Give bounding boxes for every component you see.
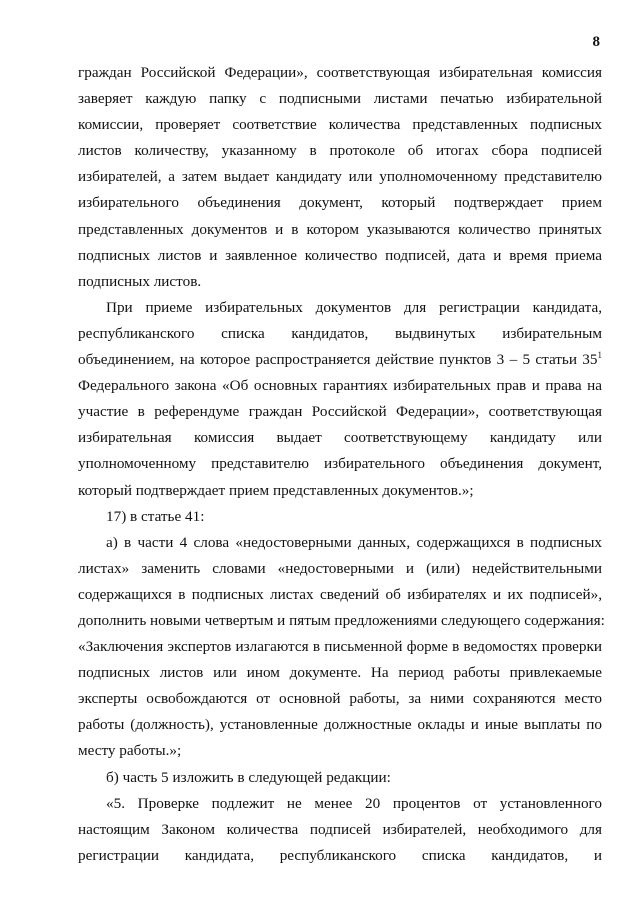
line-text: который подтверждает прием представленных документов.»; [78, 481, 474, 499]
line-text: подписных листов и заявленное количество подписей, дата и время приема [78, 246, 602, 264]
line-text: дополнить новыми четвертым и пятым предложениями следующего содержания: [78, 611, 605, 629]
line-text: представленных документов и в котором указываются количество принятых [78, 220, 602, 238]
line-text: месту работы.»; [78, 742, 182, 760]
line-text: объединением, на которое распространяется действие пунктов 3 – 5 статьи 35 [78, 351, 598, 369]
line-text: «5. Проверке подлежит не менее 20 процентов от установленного [106, 794, 602, 812]
text-line [78, 60, 602, 86]
text-line [78, 817, 602, 843]
line-text: уполномоченному представителю избирательного объединения документ, [78, 455, 602, 473]
paragraph [78, 504, 602, 530]
text-line [78, 217, 602, 243]
line-text: заверяет каждую папку с подписными листами печатью избирательной [78, 90, 602, 108]
text-line [78, 791, 602, 817]
paragraph [78, 530, 605, 765]
line-text: «Заключения экспертов излагаются в письменной форме в ведомостях проверки [78, 638, 602, 656]
text-line [78, 608, 605, 634]
line-text: подписных листов. [78, 272, 202, 290]
text-line [78, 556, 602, 582]
line-text: содержащихся в подписных листах сведений об избирателях и их подписей», [78, 585, 602, 603]
text-line [78, 451, 602, 477]
line-text: При приеме избирательных документов для регистрации кандидата, [106, 298, 602, 316]
text-line [78, 190, 602, 216]
text-line [78, 634, 602, 660]
line-text: листов количеству, указанному в протоколе об итогах сбора подписей [78, 142, 602, 160]
line-text: б) часть 5 изложить в следующей редакции: [106, 768, 391, 786]
page-number: 8 [592, 34, 600, 50]
line-text: граждан Российской Федерации», соответствующая избирательная комиссия [78, 64, 602, 81]
text-line [78, 321, 602, 347]
text-line [78, 765, 602, 791]
text-line [78, 373, 602, 399]
text-line [78, 843, 602, 869]
line-text: избирателей, а затем выдает кандидату или уполномоченному представителю [78, 168, 602, 186]
text-line [78, 738, 602, 764]
text-line [78, 243, 602, 269]
text-line [78, 86, 602, 112]
text-line [78, 112, 602, 138]
line-text: эксперты освобождаются от основной работы, за ними сохраняются место [78, 690, 602, 708]
document-body [78, 60, 605, 869]
line-text: республиканского списка кандидатов, выдвинутых избирательным [78, 324, 602, 342]
text-line [78, 530, 602, 556]
paragraph [78, 791, 602, 869]
line-text: работы (должность), установленные должностные оклады и иные выплаты по [78, 716, 602, 734]
text-line [78, 478, 602, 504]
line-text: избирательная комиссия выдает соответствующему кандидату или [78, 429, 602, 447]
line-text: а) в части 4 слова «недостоверными данных, содержащихся в подписных [106, 533, 602, 551]
line-text: 17) в статье 41: [106, 507, 205, 525]
text-line [78, 269, 602, 295]
text-line [78, 347, 602, 373]
line-text: участие в референдуме граждан Российской Федерации», соответствующая [78, 403, 602, 421]
text-line [78, 660, 602, 686]
paragraph [78, 765, 602, 791]
text-line [78, 686, 602, 712]
line-text: подписных листов или ином документе. На период работы привлекаемые [78, 664, 602, 682]
line-text: избирательного объединения документ, который подтверждает прием [78, 194, 602, 212]
text-line [78, 138, 602, 164]
text-line [78, 295, 602, 321]
paragraph [78, 295, 602, 504]
text-line [78, 399, 602, 425]
text-line [78, 425, 602, 451]
line-text: листах» заменить словами «недостоверными и (или) недействительными [78, 559, 602, 577]
paragraph [78, 60, 602, 295]
superscript: 1 [597, 350, 602, 361]
text-line [78, 504, 602, 530]
text-line [78, 164, 602, 190]
text-line [78, 582, 602, 608]
line-text: комиссии, проверяет соответствие количества представленных подписных [78, 116, 602, 134]
line-text: Федерального закона «Об основных гарантиях избирательных прав и права на [78, 377, 602, 395]
text-line [78, 712, 602, 738]
line-text: настоящим Законом количества подписей избирателей, необходимого для [78, 820, 602, 838]
line-text: регистрации кандидата, республиканского списка кандидатов, и [78, 846, 602, 864]
